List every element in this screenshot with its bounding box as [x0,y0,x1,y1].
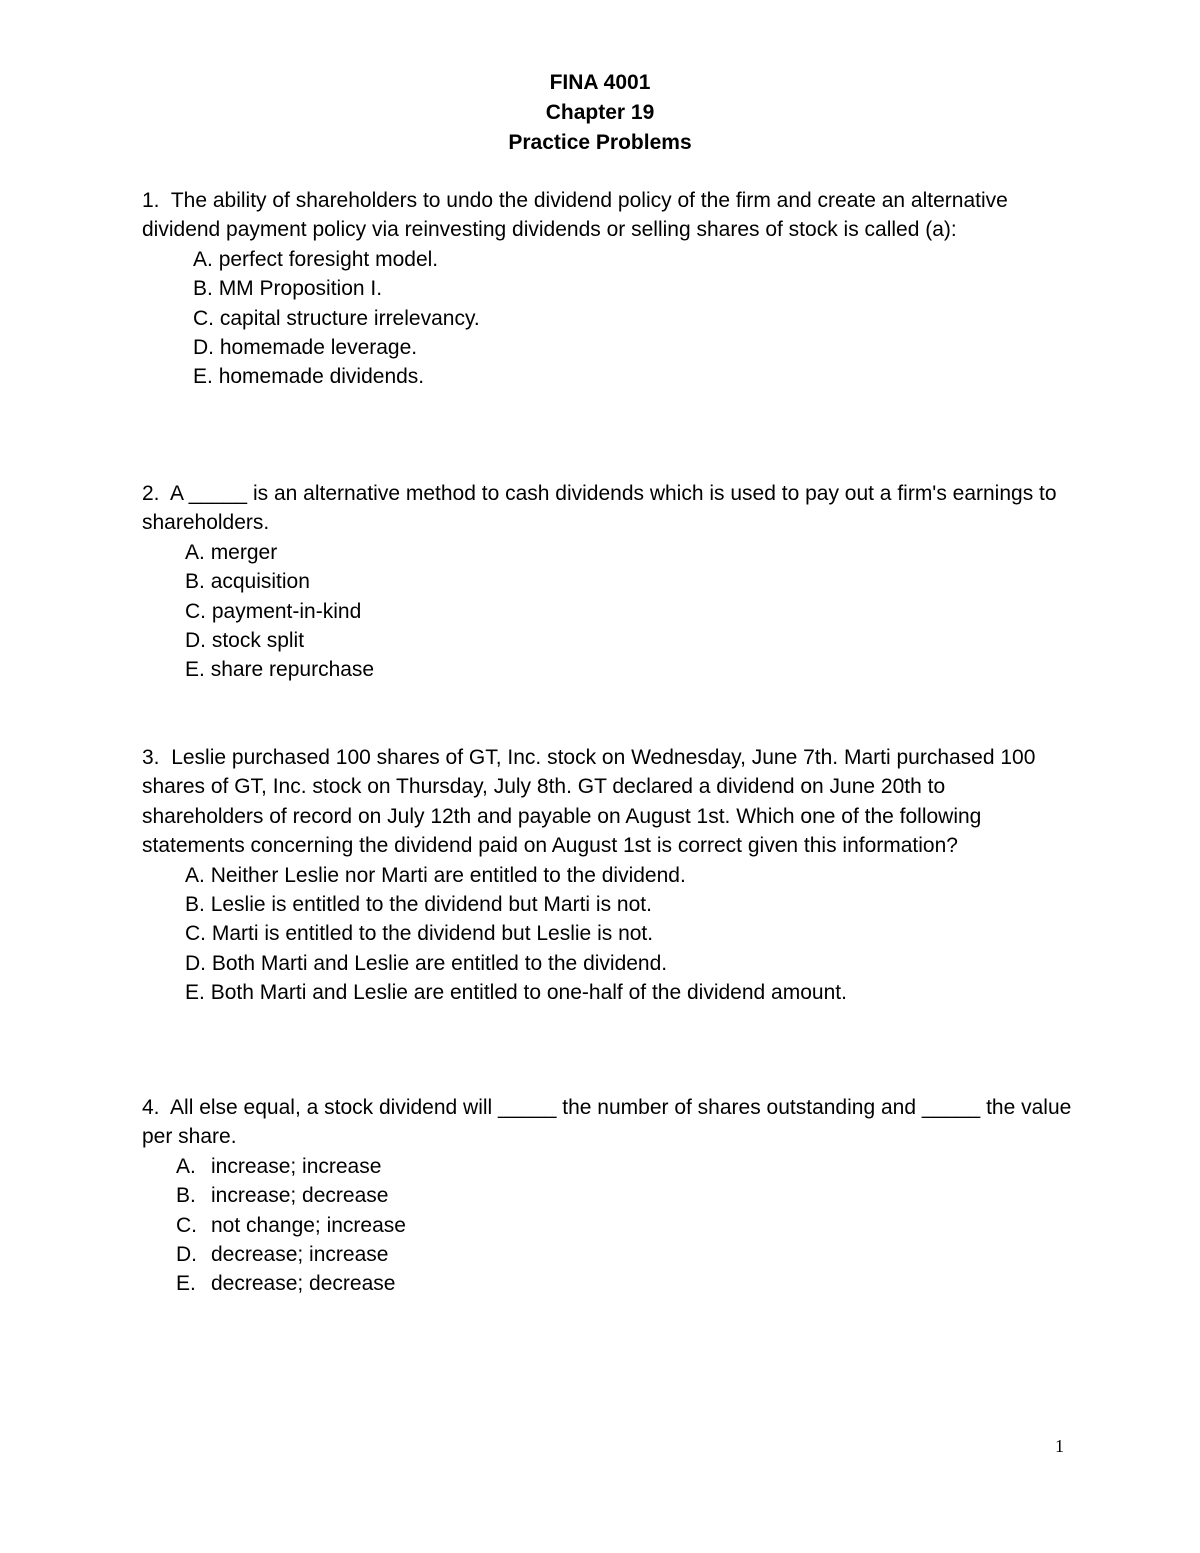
option-text: decrease; decrease [211,1272,396,1296]
option-letter: E. [193,365,213,389]
option-text: homemade dividends. [218,365,425,389]
answer-options [142,538,1072,685]
answer-option-e [185,655,1072,684]
option-letter: C. [176,1213,197,1237]
option-letter: D. [176,1243,197,1267]
option-text: Marti is entitled to the dividend but Leslie is not. [211,922,654,946]
option-text: perfect foresight model. [218,247,439,271]
answer-option-e [185,978,1072,1007]
option-text: stock split [211,629,305,653]
option-text: capital structure irrelevancy. [219,306,480,330]
option-letter: A. [193,247,213,271]
answer-option-e [193,362,1072,391]
option-letter: A. [185,540,205,564]
question-1 [142,186,1072,392]
answer-option-a [193,245,1072,274]
question-number: 3. [142,746,160,769]
option-text: share repurchase [210,658,375,682]
page-number: 1 [1055,1436,1064,1456]
answer-option-b [185,567,1072,596]
option-letter: D. [185,951,206,975]
option-text: Neither Leslie nor Marti are entitled to the dividend. [210,863,686,887]
answer-option-c [176,1211,1072,1240]
option-text: payment-in-kind [211,599,362,623]
option-letter: B. [176,1184,196,1208]
course-code: FINA 4001 [549,71,651,94]
question-3 [142,743,1072,1008]
option-text: MM Proposition I. [218,277,383,301]
answer-option-c [193,304,1072,333]
option-letter: B. [193,277,213,301]
answer-option-e [176,1269,1072,1298]
title-block [0,68,1200,158]
question-stem [142,1093,1072,1152]
chapter-heading: Chapter 19 [545,101,655,124]
answer-option-d [185,626,1072,655]
question-4 [142,1093,1072,1299]
question-number: 1. [142,189,160,212]
option-letter: C. [185,922,206,946]
option-letter: D. [193,336,214,360]
option-letter: B. [185,893,205,917]
question-number: 4. [142,1096,160,1119]
answer-option-d [176,1240,1072,1269]
question-stem [142,186,1072,245]
question-2 [142,479,1072,685]
answer-option-d [193,333,1072,362]
answer-options [142,861,1072,1008]
option-text: increase; decrease [211,1184,389,1208]
option-letter: C. [193,306,214,330]
option-letter: A. [176,1154,196,1178]
answer-option-c [185,919,1072,948]
answer-option-a [185,861,1072,890]
question-stem [142,743,1072,861]
option-text: increase; increase [211,1154,382,1178]
question-text: All else equal, a stock dividend will _____ the number of shares outstanding and _____ the value per share. [142,1096,1072,1149]
option-text: Both Marti and Leslie are entitled to one-half of the dividend amount. [210,981,847,1005]
answer-options [142,245,1072,392]
answer-options [142,1152,1072,1299]
question-stem [142,479,1072,538]
answer-option-c [185,597,1072,626]
answer-option-a [185,538,1072,567]
option-letter: E. [185,658,205,682]
answer-option-b [193,274,1072,303]
answer-option-b [176,1181,1072,1210]
answer-option-d [185,949,1072,978]
option-letter: D. [185,629,206,653]
page-title: Practice Problems [508,131,692,154]
question-text: The ability of shareholders to undo the dividend policy of the firm and create an alternative dividend payment policy via reinvesting dividends or selling shares of stock is called (a): [142,189,1008,242]
question-text: Leslie purchased 100 shares of GT, Inc. stock on Wednesday, June 7th. Marti purchased 100 shares of GT, Inc. stock on Thursday, July 8th. GT declared a dividend on June 20th to shareholders of record on July 12th and payable on August 1st. Which one of the following statements concerning the dividend paid on August 1st is correct given this information? [142,746,1036,858]
option-text: Leslie is entitled to the dividend but Marti is not. [210,893,652,917]
option-text: Both Marti and Leslie are entitled to the dividend. [211,951,668,975]
question-text: A _____ is an alternative method to cash dividends which is used to pay out a firm's earnings to shareholders. [142,482,1057,535]
option-letter: E. [176,1272,196,1296]
option-letter: E. [185,981,205,1005]
option-text: acquisition [210,570,310,594]
question-number: 2. [142,482,160,505]
option-text: decrease; increase [211,1243,389,1267]
option-text: merger [210,540,278,564]
option-letter: A. [185,863,205,887]
option-text: not change; increase [211,1213,406,1237]
option-letter: C. [185,599,206,623]
option-text: homemade leverage. [219,336,418,360]
answer-option-a [176,1152,1072,1181]
option-letter: B. [185,570,205,594]
answer-option-b [185,890,1072,919]
